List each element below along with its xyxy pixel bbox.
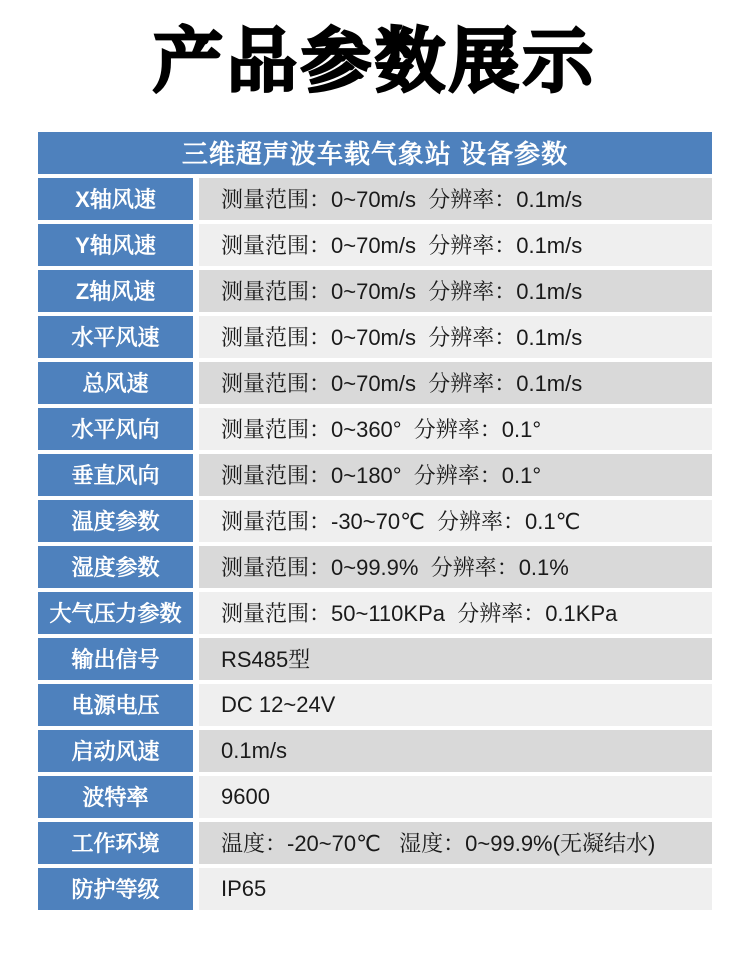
param-value: 测量范围：0~70m/s 分辨率：0.1m/s (199, 316, 712, 358)
param-value: RS485型 (199, 638, 712, 680)
table-row (38, 684, 712, 726)
param-label: 湿度参数 (38, 546, 193, 588)
param-value: DC 12~24V (199, 684, 712, 726)
param-label: 大气压力参数 (38, 592, 193, 634)
table-row (38, 270, 712, 312)
table-row (38, 822, 712, 864)
param-value: IP65 (199, 868, 712, 910)
table-row (38, 408, 712, 450)
param-value: 测量范围：0~70m/s 分辨率：0.1m/s (199, 178, 712, 220)
param-value: 温度：-20~70℃ 湿度：0~99.9%(无凝结水) (199, 822, 712, 864)
spec-table (38, 132, 712, 910)
table-row (38, 638, 712, 680)
param-value: 测量范围：0~180° 分辨率：0.1° (199, 454, 712, 496)
param-value: 测量范围：0~70m/s 分辨率：0.1m/s (199, 270, 712, 312)
table-row (38, 730, 712, 772)
table-row (38, 178, 712, 220)
param-label: 温度参数 (38, 500, 193, 542)
param-label: 电源电压 (38, 684, 193, 726)
param-value: 9600 (199, 776, 712, 818)
param-label: 工作环境 (38, 822, 193, 864)
param-label: 启动风速 (38, 730, 193, 772)
table-row (38, 546, 712, 588)
param-label: 水平风速 (38, 316, 193, 358)
param-value: 测量范围：0~99.9% 分辨率：0.1% (199, 546, 712, 588)
param-value: 测量范围：-30~70℃ 分辨率：0.1℃ (199, 500, 712, 542)
param-value: 0.1m/s (199, 730, 712, 772)
param-label: 垂直风向 (38, 454, 193, 496)
param-label: 输出信号 (38, 638, 193, 680)
param-value: 测量范围：0~70m/s 分辨率：0.1m/s (199, 362, 712, 404)
param-label: 防护等级 (38, 868, 193, 910)
table-row (38, 362, 712, 404)
param-label: Z轴风速 (38, 270, 193, 312)
param-label: X轴风速 (38, 178, 193, 220)
param-value: 测量范围：0~70m/s 分辨率：0.1m/s (199, 224, 712, 266)
table-header: 三维超声波车载气象站 设备参数 (38, 132, 712, 174)
param-value: 测量范围：50~110KPa 分辨率：0.1KPa (199, 592, 712, 634)
table-row (38, 500, 712, 542)
param-label: Y轴风速 (38, 224, 193, 266)
param-label: 水平风向 (38, 408, 193, 450)
param-label: 波特率 (38, 776, 193, 818)
table-row (38, 316, 712, 358)
table-row (38, 224, 712, 266)
param-label: 总风速 (38, 362, 193, 404)
page-title: 产品参数展示 (153, 22, 597, 100)
param-value: 测量范围：0~360° 分辨率：0.1° (199, 408, 712, 450)
table-row (38, 776, 712, 818)
table-row (38, 868, 712, 910)
table-row (38, 592, 712, 634)
table-row (38, 454, 712, 496)
